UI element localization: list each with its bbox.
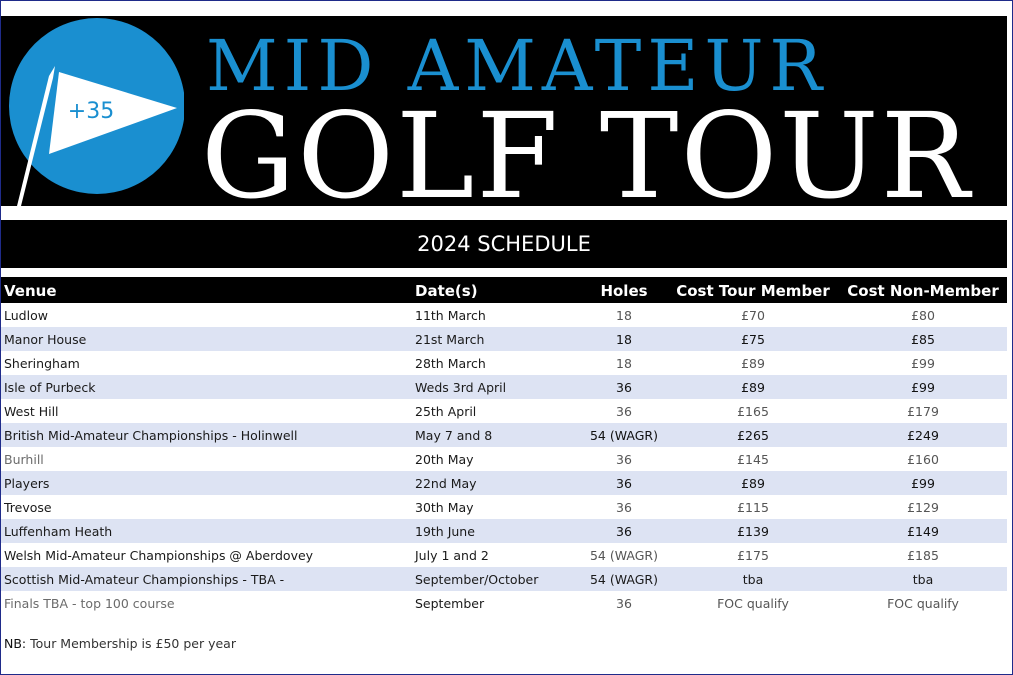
non-member-cost-cell: £149	[907, 524, 939, 539]
date-cell: 28th March	[415, 356, 486, 371]
holes-cell: 36	[616, 596, 632, 611]
non-member-cost-cell: £80	[911, 308, 935, 323]
header-venue: Venue	[4, 282, 57, 300]
table-row	[1, 591, 1007, 615]
member-cost-cell: £165	[737, 404, 769, 419]
venue-cell: Ludlow	[4, 308, 48, 323]
date-cell: 21st March	[415, 332, 485, 347]
date-cell: July 1 and 2	[415, 548, 489, 563]
date-cell: May 7 and 8	[415, 428, 493, 443]
venue-cell: British Mid-Amateur Championships - Holinwell	[4, 428, 298, 443]
venue-cell: Players	[4, 476, 50, 491]
venue-cell: Isle of Purbeck	[4, 380, 96, 395]
date-cell: 19th June	[415, 524, 475, 539]
header-holes: Holes	[600, 282, 648, 300]
date-cell: 22nd May	[415, 476, 477, 491]
table-row	[1, 519, 1007, 543]
venue-cell: Sheringham	[4, 356, 80, 371]
membership-note	[4, 636, 236, 651]
header-cost-non-member: Cost Non-Member	[847, 282, 999, 300]
flag-logo-icon	[9, 16, 184, 206]
non-member-cost-cell: £99	[911, 380, 935, 395]
holes-cell: 36	[616, 380, 632, 395]
non-member-cost-cell: £249	[907, 428, 939, 443]
holes-cell: 36	[616, 476, 632, 491]
member-cost-cell: £75	[741, 332, 765, 347]
holes-cell: 18	[616, 332, 632, 347]
member-cost-cell: £89	[741, 356, 765, 371]
table-row	[1, 543, 1007, 567]
date-cell: 25th April	[415, 404, 477, 419]
member-cost-cell: £175	[737, 548, 769, 563]
holes-cell: 36	[616, 404, 632, 419]
non-member-cost-cell: £99	[911, 476, 935, 491]
non-member-cost-cell: £185	[907, 548, 939, 563]
table-row	[1, 351, 1007, 375]
non-member-cost-cell: FOC qualify	[887, 596, 959, 611]
member-cost-cell: £139	[737, 524, 769, 539]
table-row	[1, 423, 1007, 447]
member-cost-cell: FOC qualify	[717, 596, 789, 611]
date-cell: 11th March	[415, 308, 486, 323]
non-member-cost-cell: £129	[907, 500, 939, 515]
schedule-title: 2024 SCHEDULE	[1, 220, 1007, 268]
member-cost-cell: £89	[741, 380, 765, 395]
date-cell: September/October	[415, 572, 539, 587]
holes-cell: 54 (WAGR)	[589, 572, 658, 587]
member-cost-cell: £265	[737, 428, 769, 443]
note-text: Tour Membership is £50 per year	[26, 636, 236, 651]
member-cost-cell: £145	[737, 452, 769, 467]
title-line-2: GOLF TOUR	[201, 87, 972, 206]
member-cost-cell: tba	[742, 572, 764, 587]
note-label: NB:	[4, 636, 27, 651]
date-cell: Weds 3rd April	[415, 380, 507, 395]
non-member-cost-cell: £179	[907, 404, 939, 419]
holes-cell: 54 (WAGR)	[589, 428, 658, 443]
holes-cell: 18	[616, 356, 632, 371]
title-line-1: MID AMATEUR	[206, 25, 829, 107]
member-cost-cell: £89	[741, 476, 765, 491]
table-row	[1, 495, 1007, 519]
table-row	[1, 471, 1007, 495]
venue-cell: Manor House	[4, 332, 87, 347]
date-cell: 20th May	[415, 452, 474, 467]
non-member-cost-cell: tba	[912, 572, 934, 587]
holes-cell: 18	[616, 308, 632, 323]
date-cell: September	[415, 596, 485, 611]
venue-cell: Burhill	[4, 452, 44, 467]
holes-cell: 54 (WAGR)	[589, 548, 658, 563]
date-cell: 30th May	[415, 500, 474, 515]
header-dates: Date(s)	[415, 282, 478, 300]
venue-cell: Scottish Mid-Amateur Championships - TBA -	[4, 572, 285, 587]
schedule-table	[1, 277, 1007, 615]
non-member-cost-cell: £85	[911, 332, 935, 347]
holes-cell: 36	[616, 452, 632, 467]
table-row	[1, 375, 1007, 399]
venue-cell: West Hill	[4, 404, 59, 419]
table-row	[1, 567, 1007, 591]
flag-text: +35	[67, 99, 115, 124]
non-member-cost-cell: £160	[907, 452, 939, 467]
holes-cell: 36	[616, 500, 632, 515]
member-cost-cell: £70	[741, 308, 765, 323]
venue-cell: Luffenham Heath	[4, 524, 113, 539]
table-row	[1, 447, 1007, 471]
venue-cell: Finals TBA - top 100 course	[4, 596, 175, 611]
holes-cell: 36	[616, 524, 632, 539]
table-header	[1, 277, 1007, 303]
header-banner	[1, 16, 1007, 206]
header-cost-member: Cost Tour Member	[676, 282, 830, 300]
table-row	[1, 303, 1007, 327]
non-member-cost-cell: £99	[911, 356, 935, 371]
venue-cell: Welsh Mid-Amateur Championships @ Aberdovey	[4, 548, 314, 563]
member-cost-cell: £115	[737, 500, 769, 515]
table-row	[1, 399, 1007, 423]
venue-cell: Trevose	[4, 500, 52, 515]
table-row	[1, 327, 1007, 351]
